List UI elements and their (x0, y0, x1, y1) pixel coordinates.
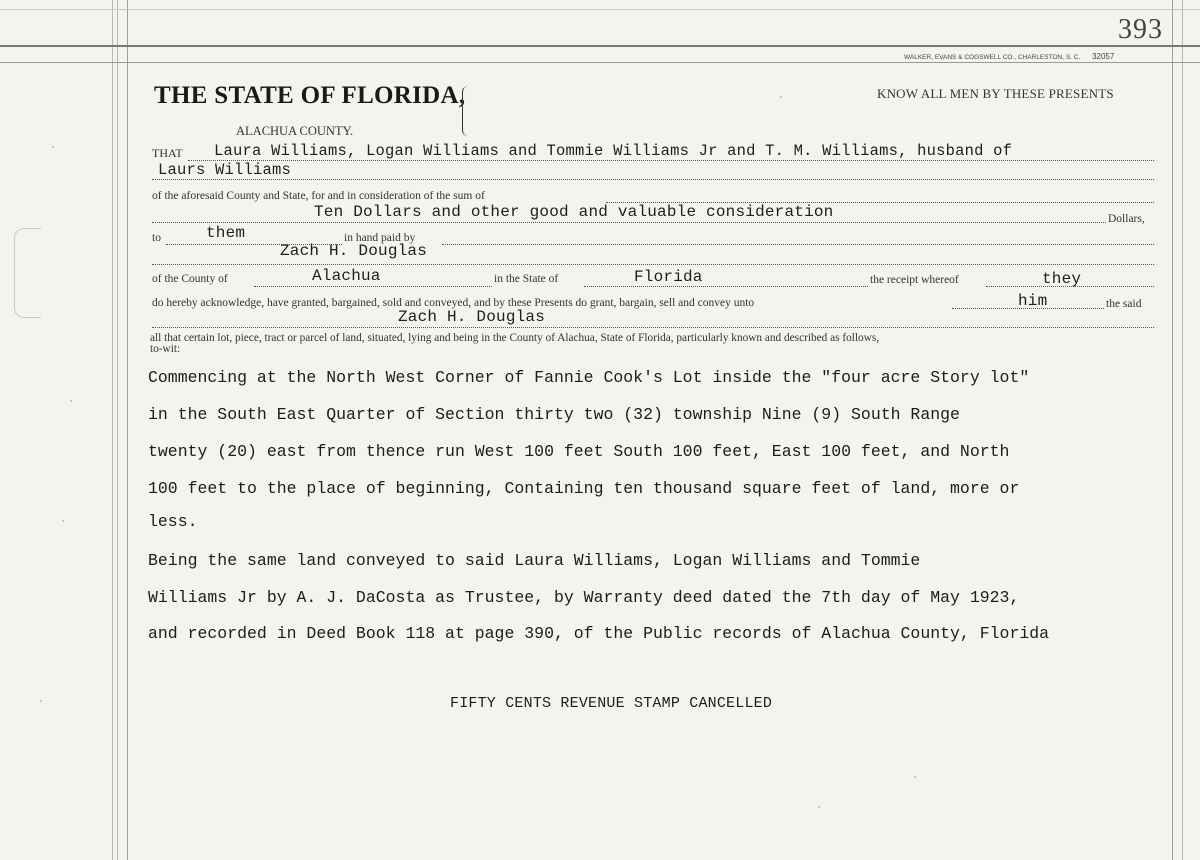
top-rule-faint (0, 9, 1200, 10)
margin-rule-left (127, 0, 128, 860)
consideration-text: Ten Dollars and other good and valuable consideration (314, 203, 834, 221)
stamp-note: FIFTY CENTS REVENUE STAMP CANCELLED (450, 695, 773, 712)
margin-rule-left-inner (117, 0, 118, 860)
header-rule (0, 62, 1200, 63)
top-rule (0, 45, 1200, 47)
label-all-that-2: to-wit: (150, 343, 181, 355)
county-heading: ALACHUA COUNTY. (236, 124, 354, 138)
label-the-said: the said (1106, 298, 1142, 310)
label-county-of: of the County of (152, 273, 228, 285)
description-line-7: Williams Jr by A. J. DaCosta as Trustee, by Warranty deed dated the 7th day of May 1923, (148, 588, 1020, 607)
margin-rule-right (1172, 0, 1173, 860)
description-line-8: and recorded in Deed Book 118 at page 390, of the Public records of Alachua County, Florida (148, 624, 1050, 643)
description-line-6: Being the same land conveyed to said Laura Williams, Logan Williams and Tommie (148, 551, 921, 570)
printer-imprint-block (904, 52, 1114, 61)
description-line-1: Commencing at the North West Corner of Fannie Cook's Lot inside the "four acre Story lot" (148, 368, 1030, 387)
fill-line-county (254, 286, 492, 287)
to-whom: them (206, 224, 246, 242)
brace (462, 86, 473, 136)
label-state-of: in the State of (494, 273, 559, 285)
label-aforesaid: of the aforesaid County and State, for and in consideration of the sum of (152, 190, 485, 202)
label-that: THAT (152, 146, 183, 160)
grantors-line-2: Laurs Williams (158, 161, 292, 179)
know-all-heading: KNOW ALL MEN BY THESE PRESENTS (877, 86, 1114, 101)
description-line-3: twenty (20) east from thence run West 100 feet South 100 feet, East 100 feet, and North (148, 442, 1010, 461)
margin-rule-right-outer (1182, 0, 1183, 860)
margin-rule-left-outer (112, 0, 113, 860)
fill-line-consideration (152, 222, 1106, 223)
county-name: Alachua (312, 267, 381, 285)
paid-by-name: Zach H. Douglas (280, 242, 428, 260)
paper-speck (780, 96, 782, 98)
fill-line-paid-by-2 (152, 264, 1154, 265)
page-number: 393 (1118, 14, 1163, 45)
fill-line-state (584, 286, 868, 287)
label-in-hand-paid-by: in hand paid by (344, 232, 416, 244)
label-acknowledge: do hereby acknowledge, have granted, bargained, sold and conveyed, and by these Presents do grant, bargain, sell and convey unto (152, 297, 755, 309)
fill-line-grantors-2 (152, 179, 1154, 180)
label-dollars: Dollars, (1108, 213, 1145, 225)
fill-line-grantors (188, 160, 1154, 161)
unto-whom: him (1018, 292, 1048, 310)
binding-mark (14, 228, 41, 318)
grantors-line-1: Laura Williams, Logan Williams and Tommie Williams Jr and T. M. Williams, husband of (214, 142, 1013, 160)
said-grantee: Zach H. Douglas (398, 308, 546, 326)
description-line-5: less. (148, 512, 198, 531)
receipt-by: they (1042, 270, 1082, 288)
label-to: to (152, 232, 161, 244)
paper-speck (914, 776, 916, 778)
fill-line-grantee (152, 327, 1154, 328)
fill-line-paid-by (442, 244, 1154, 245)
description-line-4: 100 feet to the place of beginning, Containing ten thousand square feet of land, more or (148, 479, 1020, 498)
state-heading: THE STATE OF FLORIDA, (154, 82, 466, 109)
label-receipt-whereof: the receipt whereof (870, 274, 959, 286)
state-name: Florida (634, 268, 703, 286)
description-line-2: in the South East Quarter of Section thirty two (32) township Nine (9) South Range (148, 405, 960, 424)
label-all-that-1: all that certain lot, piece, tract or parcel of land, situated, lying and being in the County of Alachua, State of Florida, particularly known and described as follows, (150, 332, 880, 344)
paper-speck (52, 146, 54, 148)
paper-speck (70, 400, 72, 402)
form-number: 32057 (1092, 52, 1115, 61)
printer-imprint: WALKER, EVANS & COGSWELL CO., CHARLESTON, S. C. (904, 54, 1081, 61)
paper-speck (818, 806, 820, 808)
paper-speck (40, 700, 42, 702)
paper-speck (62, 520, 64, 522)
